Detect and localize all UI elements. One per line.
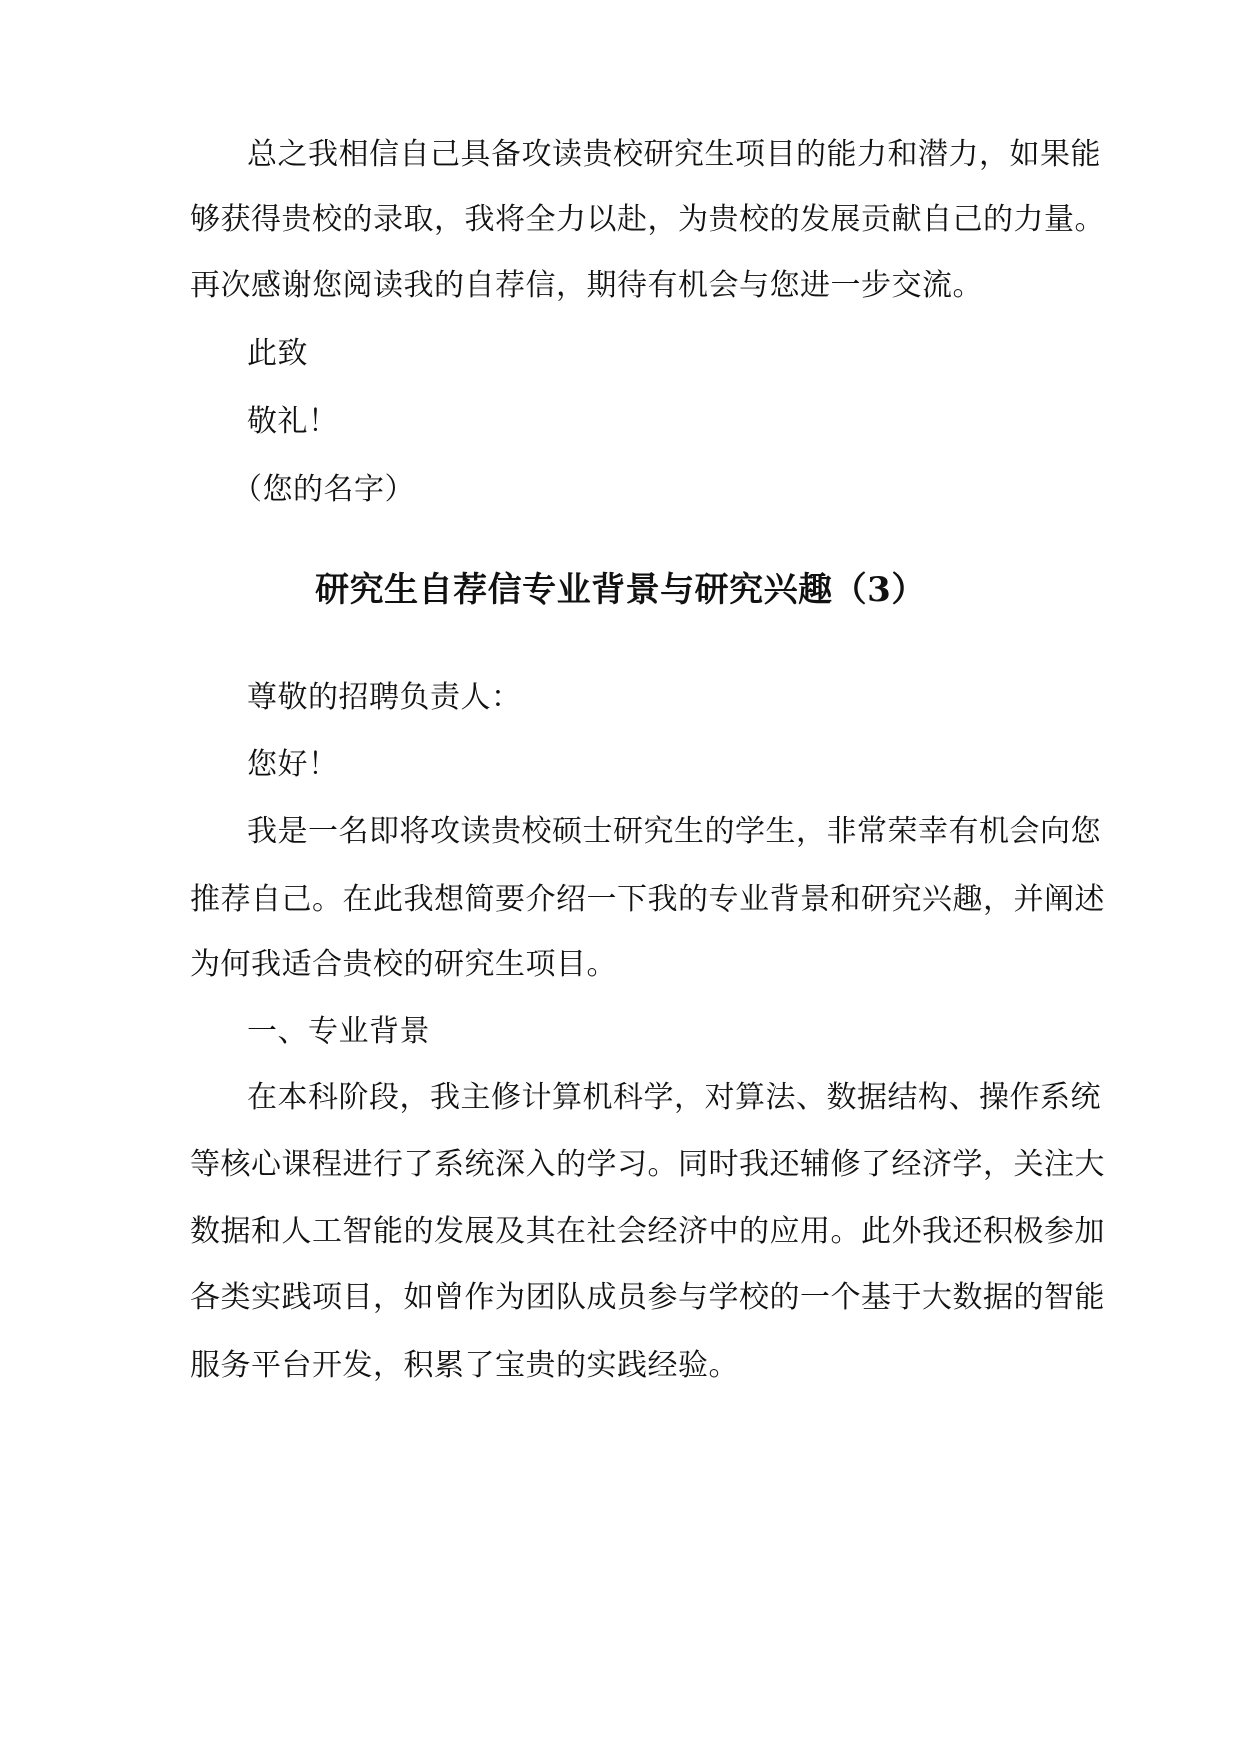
closing-paragraph-line-1: 总之我相信自己具备攻读贵校研究生项目的能力和潜力，如果能: [247, 137, 1101, 172]
intro-paragraph-line-1: 我是一名即将攻读贵校硕士研究生的学生，非常荣幸有机会向您: [247, 814, 1101, 849]
letter-greeting: 您好！: [247, 747, 339, 782]
closing-paragraph-line-3: 再次感谢您阅读我的自荐信，期待有机会与您进一步交流。: [190, 268, 983, 303]
background-paragraph-line-4: 各类实践项目，如曾作为团队成员参与学校的一个基于大数据的智能: [190, 1280, 1105, 1315]
background-paragraph-line-3: 数据和人工智能的发展及其在社会经济中的应用。此外我还积极参加: [190, 1214, 1105, 1249]
section-title: 研究生自荐信专业背景与研究兴趣（3）: [315, 570, 926, 610]
sign-off-name-placeholder: （您的名字）: [232, 472, 415, 507]
closing-paragraph-line-2: 够获得贵校的录取，我将全力以赴，为贵校的发展贡献自己的力量。: [190, 202, 1105, 237]
background-paragraph-line-5: 服务平台开发，积累了宝贵的实践经验。: [190, 1348, 739, 1383]
sign-off-cizhi: 此致: [247, 336, 308, 371]
background-paragraph-line-2: 等核心课程进行了系统深入的学习。同时我还辅修了经济学，关注大: [190, 1147, 1105, 1182]
letter-salutation: 尊敬的招聘负责人：: [247, 680, 522, 715]
section-heading-background: 一、专业背景: [247, 1014, 430, 1049]
sign-off-jingli: 敬礼！: [247, 404, 339, 439]
background-paragraph-line-1: 在本科阶段，我主修计算机科学，对算法、数据结构、操作系统: [247, 1080, 1101, 1115]
intro-paragraph-line-3: 为何我适合贵校的研究生项目。: [190, 947, 617, 982]
intro-paragraph-line-2: 推荐自己。在此我想简要介绍一下我的专业背景和研究兴趣，并阐述: [190, 882, 1105, 917]
